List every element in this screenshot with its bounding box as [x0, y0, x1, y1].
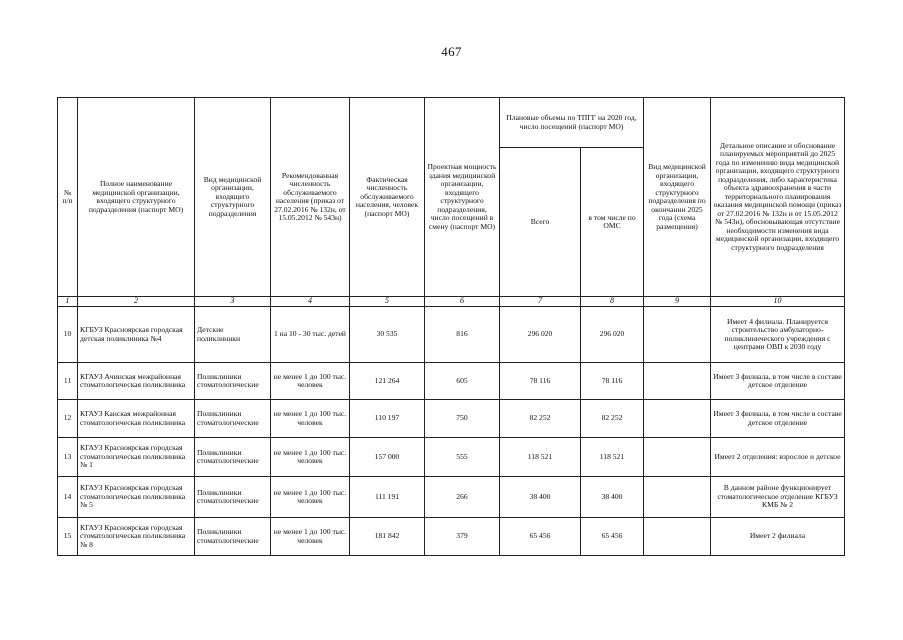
- column-number: 4: [271, 297, 350, 307]
- organizations-table: [57, 97, 845, 556]
- header-col-name: Полное наименование медицинской организации, входящего структурного подразделения (паспорт МО): [78, 98, 195, 297]
- row-number: 10: [58, 307, 78, 363]
- column-number: 9: [644, 297, 711, 307]
- organization-type: Поликлиники стоматологические: [195, 400, 271, 438]
- header-col-capacity: Проектная мощность здания медицинской организации, входящего структурного подразделения, число посещений в смену (паспорт МО): [425, 98, 500, 297]
- header-col-total: Всего: [500, 148, 581, 297]
- description: Имеет 3 филиала, в том числе в составе детское отделение: [711, 400, 845, 438]
- type-2025: [644, 400, 711, 438]
- description: Имеет 3 филиала, в том числе в составе детское отделение: [711, 363, 845, 400]
- planned-oms: 38 400: [581, 477, 644, 518]
- planned-oms: 78 116: [581, 363, 644, 400]
- design-capacity: 816: [425, 307, 500, 363]
- row-number: 12: [58, 400, 78, 438]
- header-col-oms: в том числе по ОМС: [581, 148, 644, 297]
- column-number: 8: [581, 297, 644, 307]
- organization-name: КГБУЗ Красноярская городская детская поликлиника №4: [78, 307, 195, 363]
- design-capacity: 605: [425, 363, 500, 400]
- organization-type: Поликлиники стоматологические: [195, 363, 271, 400]
- organization-name: КГАУЗ Красноярская городская стоматологическая поликлиника № 1: [78, 438, 195, 477]
- column-number: 5: [350, 297, 425, 307]
- planned-total: 65 456: [500, 518, 581, 556]
- planned-total: 78 116: [500, 363, 581, 400]
- actual-population: 110 197: [350, 400, 425, 438]
- organization-type: Поликлиники стоматологические: [195, 518, 271, 556]
- planned-oms: 296 020: [581, 307, 644, 363]
- planned-oms: 118 521: [581, 438, 644, 477]
- design-capacity: 555: [425, 438, 500, 477]
- header-col-type-2025: Вид медицинской организации, входящего структурного подразделения по окончании 2025 года (схема размещения): [644, 98, 711, 297]
- table-row: [58, 518, 845, 556]
- column-number: 3: [195, 297, 271, 307]
- organization-type: Поликлиники стоматологические: [195, 438, 271, 477]
- column-number: 10: [711, 297, 845, 307]
- row-number: 15: [58, 518, 78, 556]
- organization-name: КГАУЗ Ачинская межрайонная стоматологическая поликлиника: [78, 363, 195, 400]
- organization-type: Детские поликлиники: [195, 307, 271, 363]
- recommended-population: не менее 1 до 100 тыс. человек: [271, 477, 350, 518]
- description: Имеет 2 отделения: взрослое и детское: [711, 438, 845, 477]
- table-row: [58, 363, 845, 400]
- planned-oms: 82 252: [581, 400, 644, 438]
- design-capacity: 379: [425, 518, 500, 556]
- table-row: [58, 477, 845, 518]
- type-2025: [644, 518, 711, 556]
- table-row: [58, 438, 845, 477]
- planned-oms: 65 456: [581, 518, 644, 556]
- table-row: [58, 307, 845, 363]
- description: Имеет 4 филиала. Планируется строительство амбулаторно-поликлинического учреждения с центрами ОВП к 2030 году: [711, 307, 845, 363]
- column-number: 2: [78, 297, 195, 307]
- column-number: 1: [58, 297, 78, 307]
- recommended-population: не менее 1 до 100 тыс. человек: [271, 438, 350, 477]
- type-2025: [644, 307, 711, 363]
- row-number: 13: [58, 438, 78, 477]
- column-number: 6: [425, 297, 500, 307]
- planned-total: 296 020: [500, 307, 581, 363]
- description: Имеет 2 филиала: [711, 518, 845, 556]
- type-2025: [644, 363, 711, 400]
- recommended-population: не менее 1 до 100 тыс. человек: [271, 400, 350, 438]
- header-col-number: № п/п: [58, 98, 78, 297]
- design-capacity: 750: [425, 400, 500, 438]
- header-row: [58, 98, 845, 148]
- design-capacity: 266: [425, 477, 500, 518]
- type-2025: [644, 477, 711, 518]
- actual-population: 121 264: [350, 363, 425, 400]
- organization-type: Поликлиники стоматологические: [195, 477, 271, 518]
- header-col-type: Вид медицинской организации, входящего структурного подразделения: [195, 98, 271, 297]
- planned-total: 118 521: [500, 438, 581, 477]
- type-2025: [644, 438, 711, 477]
- header-col-recommended: Рекомендованная численность обслуживаемого населения (приказ от 27.02.2016 № 132н, от 15.05.2012 № 543н): [271, 98, 350, 297]
- header-col-description: Детальное описание и обоснование планируемых мероприятий до 2025 года по изменению вида медицинской организации, входящего структурного подразделения, либо характеристика объекта здравоохранения в части территориального планирования оказания медицинской помощи (приказ от 27.02.2016 № 132н и от 15.05.2012 № 543н), обосновывающая отсутствие необходимости изменения вида медицинской организации, входящего структурного подразделения: [711, 98, 845, 297]
- organization-name: КГАУЗ Канская межрайонная стоматологическая поликлиника: [78, 400, 195, 438]
- header-col-actual: Фактическая численность обслуживаемого населения, человек (паспорт МО): [350, 98, 425, 297]
- recommended-population: 1 на 10 - 30 тыс. детей: [271, 307, 350, 363]
- column-numbers-row: [58, 297, 845, 307]
- planned-total: 82 252: [500, 400, 581, 438]
- header-col-planned-volumes: Плановые объемы по ТПГГ на 2020 год, число посещений (паспорт МО): [500, 98, 644, 148]
- row-number: 14: [58, 477, 78, 518]
- actual-population: 30 535: [350, 307, 425, 363]
- actual-population: 181 842: [350, 518, 425, 556]
- recommended-population: не менее 1 до 100 тыс. человек: [271, 518, 350, 556]
- organization-name: КГАУЗ Красноярская городская стоматологическая поликлиника № 8: [78, 518, 195, 556]
- row-number: 11: [58, 363, 78, 400]
- planned-total: 38 400: [500, 477, 581, 518]
- column-number: 7: [500, 297, 581, 307]
- description: В данном районе функционирует стоматологическое отделение КГБУЗ КМБ № 2: [711, 477, 845, 518]
- table-row: [58, 400, 845, 438]
- actual-population: 111 191: [350, 477, 425, 518]
- organization-name: КГАУЗ Красноярская городская стоматологическая поликлиника № 5: [78, 477, 195, 518]
- page-number: 467: [441, 44, 462, 59]
- actual-population: 157 000: [350, 438, 425, 477]
- recommended-population: не менее 1 до 100 тыс. человек: [271, 363, 350, 400]
